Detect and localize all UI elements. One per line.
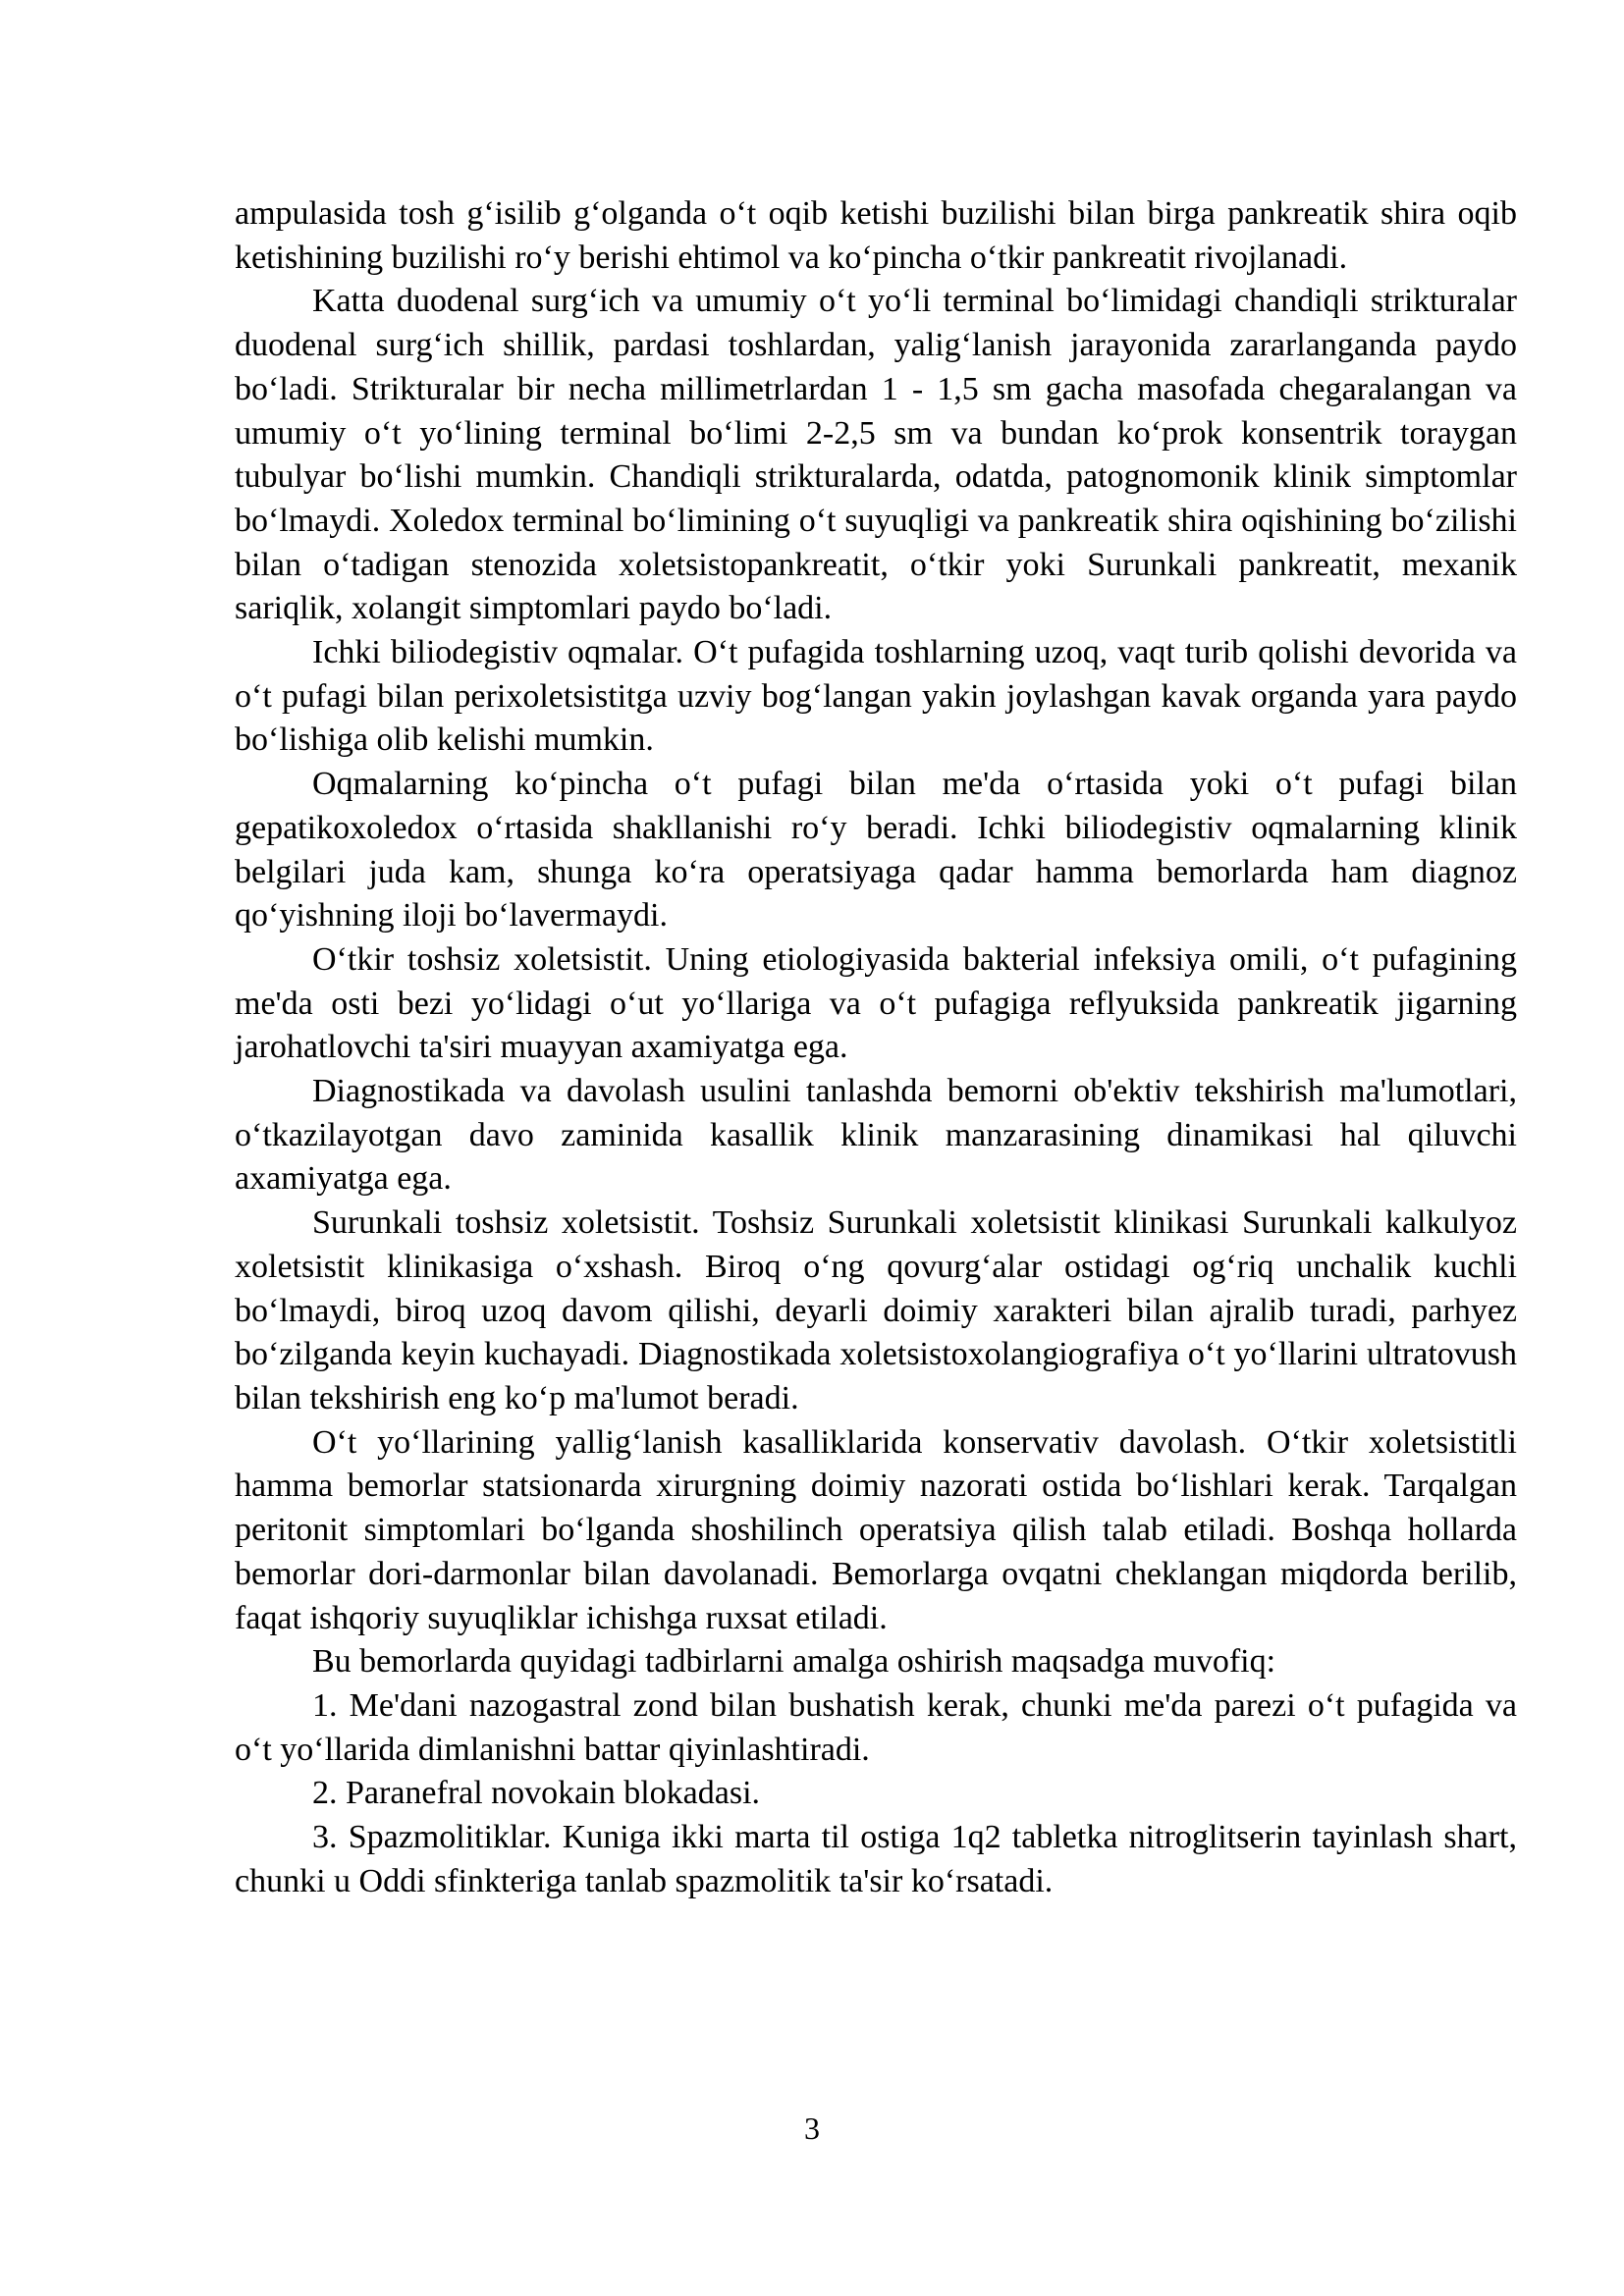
list-item-2: 2. Paranefral novokain blokadasi. — [312, 1775, 761, 1812]
list-item-3: 3. Spazmolitiklar. Kuniga ikki marta til ostiga 1q2 tabletka nitroglitserin tayinlash shart, chunki u Oddi sfinkteriga tanlab spazmolitik ta'sir ko‘rsatadi. — [235, 1819, 1517, 1899]
page-number: 3 — [804, 2110, 820, 2146]
paragraph-diagnostics: Diagnostikada va davolash usulini tanlashda bemorni ob'ektiv tekshirish ma'lumotlari, o‘tkazilayotgan davo zaminida kasallik klinik manzarasining dinamikasi hal qiluvchi axamiyatga ega. — [235, 1073, 1517, 1198]
paragraph-continuation: ampulasida tosh g‘isilib g‘olganda o‘t oqib ketishi buzilishi bilan birga pankreatik shira oqib ketishining buzilishi ro‘y berishi ehtimol va ko‘pincha o‘tkir pankreatit rivojlanadi. — [235, 195, 1517, 276]
list-item-1: 1. Me'dani nazogastral zond bilan bushatish kerak, chunki me'da parezi o‘t pufagida va o‘t yo‘llarida dimlanishni battar qiyinlashtiradi. — [235, 1686, 1517, 1768]
paragraph-strictures: Katta duodenal surg‘ich va umumiy o‘t yo‘li terminal bo‘limidagi chandiqli strikturalar duodenal surg‘ich shillik, pardasi toshlardan, yalig‘lanish jarayonida zararlanganda paydo bo‘ladi. Strikturalar bir necha millimetrlardan 1 - 1,5 sm gacha masofada chegaralangan va umumiy o‘t yo‘lining terminal bo‘limi 2-2,5 sm va bundan ko‘prok konsentrik toraygan tubulyar bo‘lishi mumkin. Chandiqli strikturalarda, odatda, patognomonik klinik simptomlar bo‘lmaydi. Xoledox terminal bo‘limining o‘t suyuqligi va pankreatik shira oqishining bo‘zilishi bilan o‘tadigan stenozida xoletsistopankreatit, o‘tkir yoki Surunkali pankreatit, mexanik sariqlik, xolangit simptomlari paydo bo‘ladi. — [235, 283, 1517, 627]
paragraph-chronic-acalculous: Surunkali toshsiz xoletsistit. Toshsiz Surunkali xoletsistit klinikasi Surunkali kalkulyoz xoletsistit klinikasiga o‘xshash. Biroq o‘ng qovurg‘alar ostidagi og‘riq unchalik kuchli bo‘lmaydi, biroq uzoq davom qilishi, deyarli doimiy xarakteri bilan ajralib turadi, parhyez bo‘zilganda keyin kuchayadi. Diagnostikada xoletsistoxolangiografiya o‘t yo‘llarini ultratovush bilan tekshirish eng ko‘p ma'lumot beradi. — [235, 1204, 1517, 1416]
paragraph-internal-fistulas: Ichki biliodegistiv oqmalar. O‘t pufagida toshlarning uzoq, vaqt turib qolishi devorida va o‘t pufagi bilan perixoletsistitga uzviy bog‘langan yakin joylashgan kavak organda yara paydo bo‘lishiga olib kelishi mumkin. — [235, 634, 1517, 759]
document-body — [235, 192, 1517, 1903]
paragraph-acute-acalculous: O‘tkir toshsiz xoletsistit. Uning etiologiyasida bakterial infeksiya omili, o‘t pufagining me'da osti bezi yo‘lidagi o‘ut yo‘llariga va o‘t pufagiga reflyuksida pankreatik jigarning jarohatlovchi ta'siri muayyan axamiyatga ega. — [235, 940, 1517, 1066]
paragraph-measures-intro: Bu bemorlarda quyidagi tadbirlarni amalga oshirish maqsadga muvofiq: — [312, 1643, 1276, 1681]
paragraph-fistula-formation: Oqmalarning ko‘pincha o‘t pufagi bilan me'da o‘rtasida yoki o‘t pufagi bilan gepatikoxoledox o‘rtasida shakllanishi ro‘y beradi. Ichki biliodegistiv oqmalarning klinik belgilari juda kam, shunga ko‘ra operatsiyaga qadar hamma bemorlarda ham diagnoz qo‘yishning iloji bo‘lavermaydi. — [235, 766, 1517, 934]
paragraph-conservative-treatment: O‘t yo‘llarining yallig‘lanish kasalliklarida konservativ davolash. O‘tkir xoletsistitli hamma bemorlar statsionarda xirurgning doimiy nazorati ostida bo‘lishlari kerak. Tarqalgan peritonit simptomlari bo‘lganda shoshilinch operatsiya qilish talab etiladi. Boshqa hollarda bemorlar dori-darmonlar bilan davolanadi. Bemorlarga ovqatni cheklangan miqdorda berilib, faqat ishqoriy suyuqliklar ichishga ruxsat etiladi. — [235, 1423, 1517, 1636]
